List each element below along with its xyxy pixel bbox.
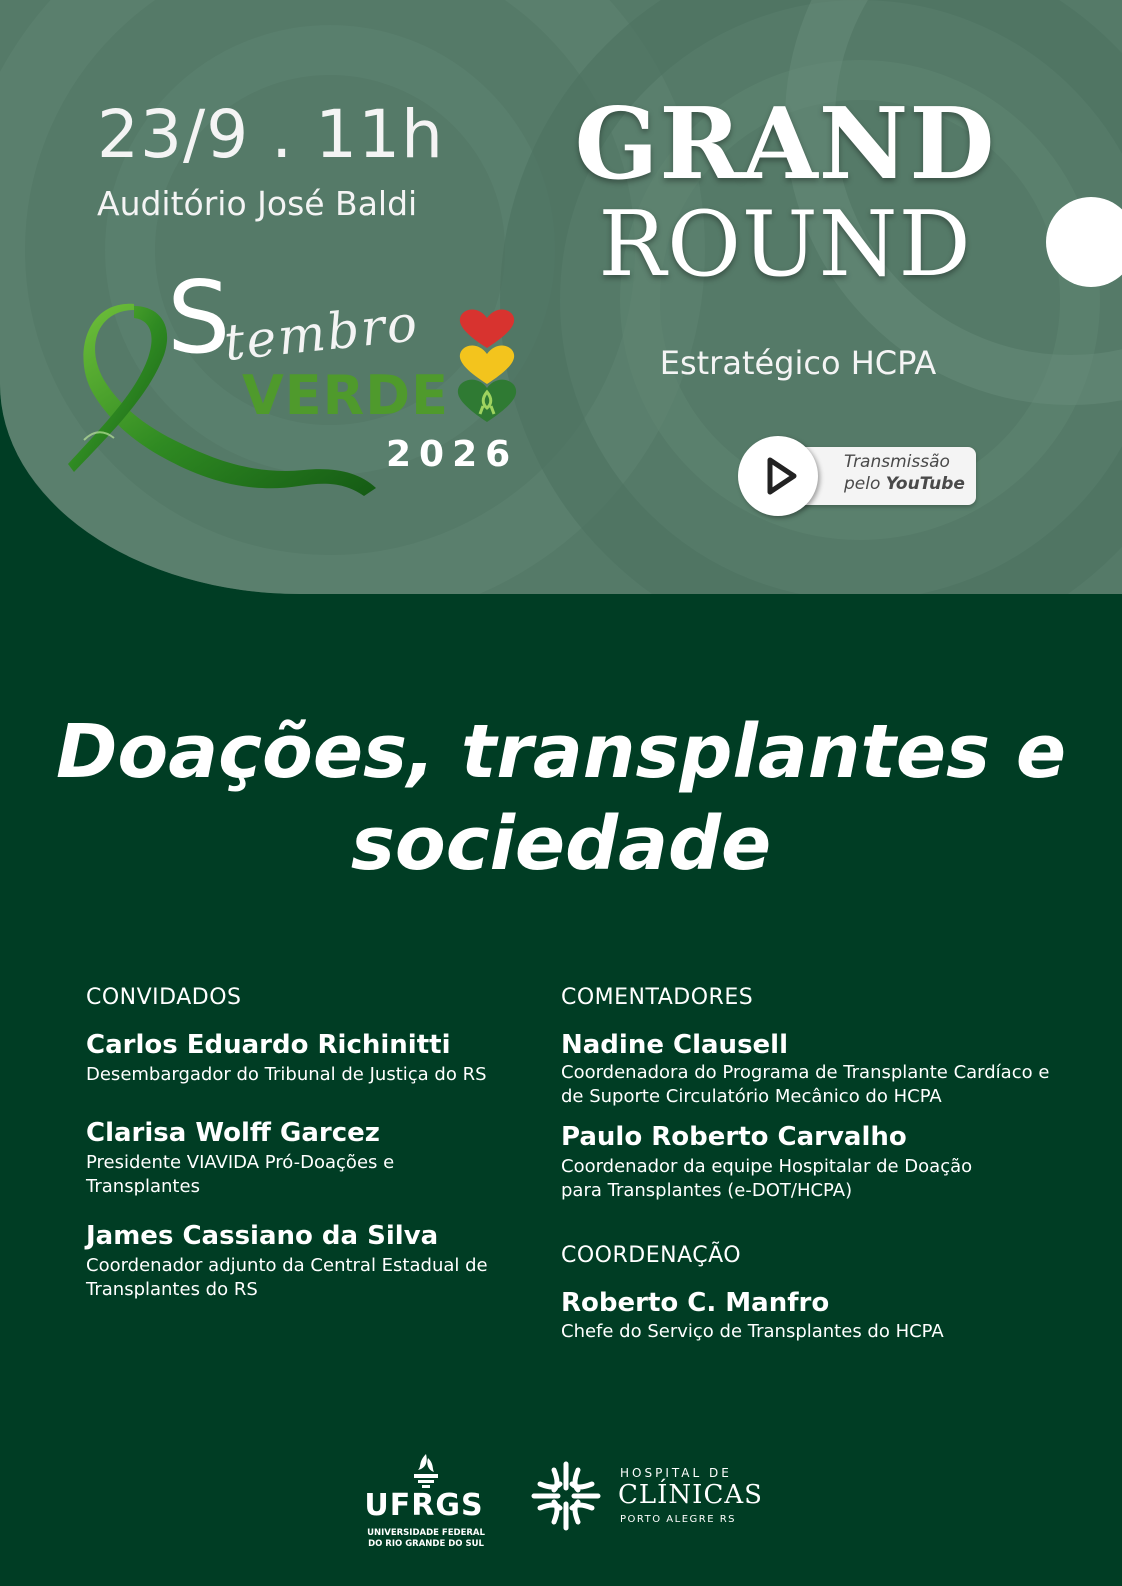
guest-name: James Cassiano da Silva	[86, 1221, 439, 1251]
youtube-brand-text: YouTube	[885, 474, 965, 494]
commentator-name: Paulo Roberto Carvalho	[561, 1122, 907, 1152]
youtube-broadcast-badge[interactable]	[738, 436, 982, 516]
torch-icon	[406, 1452, 446, 1490]
guest-name: Clarisa Wolff Garcez	[86, 1118, 380, 1148]
broadcast-line2	[844, 474, 965, 494]
setembro-verde-logo	[64, 259, 534, 496]
coordinator-role: Chefe do Serviço de Transplantes do HCPA	[561, 1321, 944, 1342]
grand-round-title-line1: GRAND	[574, 87, 996, 202]
broadcast-line2-prefix: pelo	[844, 474, 886, 494]
play-button-circle[interactable]	[738, 436, 818, 516]
commentator-role: Coordenadora do Programa de Transplante Cardíaco e de Suporte Circulatório Mecânico do HCPA	[561, 1062, 1050, 1107]
ufrgs-subtitle-line2: DO RIO GRANDE DO SUL	[368, 1539, 484, 1549]
ufrgs-wordmark: UFRGS	[364, 1488, 484, 1523]
hcpa-city-text: PORTO ALEGRE RS	[620, 1514, 737, 1525]
commentator-role: Coordenador da equipe Hospitalar de Doação para Transplantes (e-DOT/HCPA)	[561, 1156, 973, 1201]
event-date-time: 23/9 . 11h	[97, 96, 444, 173]
setembro-s-letter: S	[167, 259, 231, 376]
guests-label: CONVIDADOS	[86, 985, 242, 1010]
setembro-script: tembro	[221, 293, 422, 373]
commentators-label: COMENTADORES	[561, 985, 754, 1010]
guest-name: Carlos Eduardo Richinitti	[86, 1030, 451, 1060]
guest-role: Coordenador adjunto da Central Estadual de Transplantes do RS	[86, 1255, 488, 1300]
play-icon	[760, 454, 800, 498]
coordinator-name: Roberto C. Manfro	[561, 1288, 830, 1318]
ufrgs-subtitle-line1: UNIVERSIDADE FEDERAL	[367, 1528, 485, 1538]
hcpa-top-text: HOSPITAL DE	[620, 1466, 732, 1480]
ufrgs-logo	[364, 1452, 488, 1552]
verde-word: VERDE	[242, 364, 449, 427]
coordination-label: COORDENAÇÃO	[561, 1243, 742, 1268]
campaign-year: 2026	[386, 434, 519, 475]
broadcast-line1: Transmissão	[844, 452, 950, 472]
hcpa-cross-emblem-icon	[528, 1458, 604, 1534]
commentator-name: Nadine Clausell	[561, 1030, 789, 1060]
hcpa-logo	[528, 1458, 763, 1538]
traffic-light-hearts-icon	[452, 308, 522, 424]
grand-round-title-line2: ROUND	[598, 192, 972, 297]
grand-round-subtitle: Estratégico HCPA	[659, 344, 937, 382]
guest-role: Desembargador do Tribunal de Justiça do RS	[86, 1064, 487, 1085]
event-venue: Auditório José Baldi	[97, 184, 418, 223]
header-panel	[0, 0, 1122, 594]
guest-role: Presidente VIAVIDA Pró-Doações e Transplantes	[86, 1152, 395, 1197]
hcpa-main-text: CLÍNICAS	[618, 1480, 763, 1510]
talk-title: Doações, transplantes e sociedade	[55, 709, 1067, 887]
